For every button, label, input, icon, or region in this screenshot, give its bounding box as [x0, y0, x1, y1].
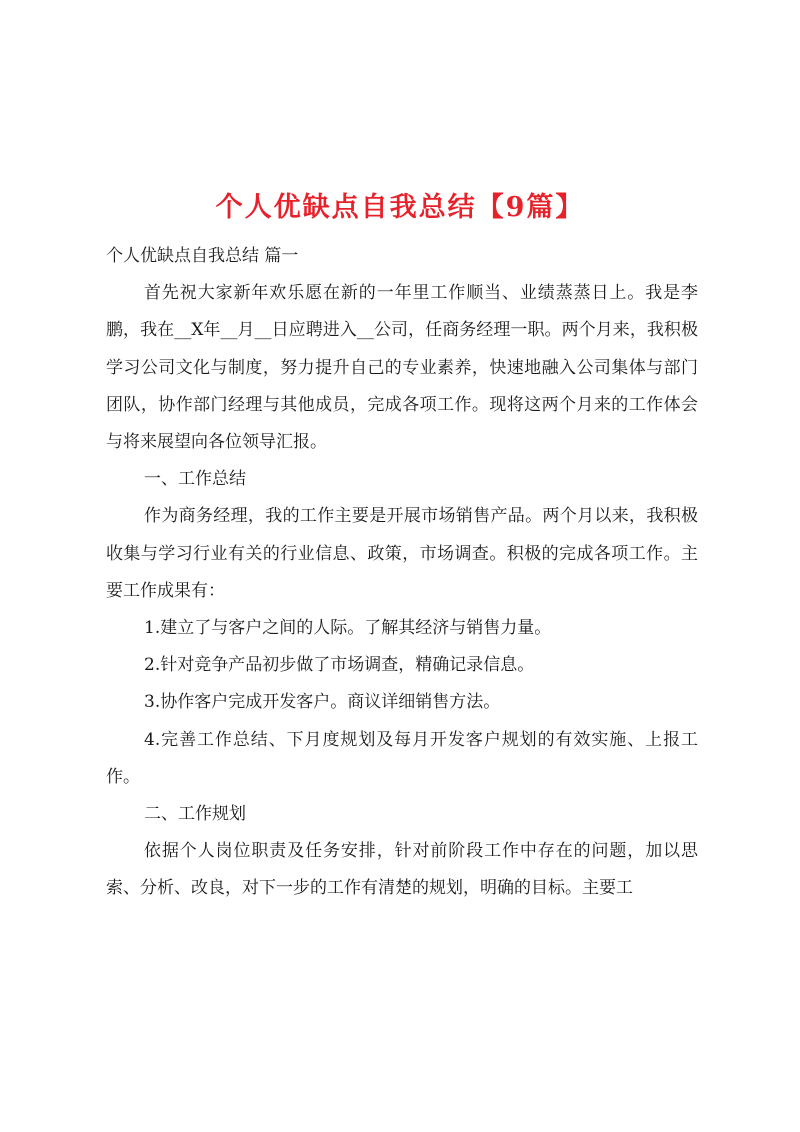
paragraph-intro: 首先祝大家新年欢乐愿在新的一年里工作顺当、业绩蒸蒸日上。我是李鹏，我在__X年__月__日应聘进入__公司，任商务经理一职。两个月来，我积极学习公司文化与制度，努力提升自己的专业素养，快速地融入公司集体与部门团队，协作部门经理与其他成员，完成各项工作。现将这两个月来的工作体会与将来展望向各位领导汇报。 — [106, 283, 698, 453]
document-body — [106, 238, 698, 908]
list-item-3: 3.协作客户完成开发客户。商议详细销售方法。 — [144, 692, 501, 713]
section-heading-work-summary: 一、工作总结 — [144, 469, 246, 490]
paragraph-work-summary: 作为商务经理，我的工作主要是开展市场销售产品。两个月以来，我积极收集与学习行业有关的行业信息、政策，市场调查。积极的完成各项工作。主要工作成果有： — [106, 506, 698, 601]
section-heading-work-plan: 二、工作规划 — [144, 804, 246, 825]
paragraph-work-plan: 依据个人岗位职责及任务安排，针对前阶段工作中存在的问题，加以思索、分析、改良，对下一步的工作有清楚的规划，明确的目标。主要工 — [106, 841, 698, 899]
list-item-2: 2.针对竞争产品初步做了市场调查，精确记录信息。 — [144, 655, 535, 676]
document-title: 个人优缺点自我总结【9篇】 — [215, 192, 585, 224]
list-item-1: 1.建立了与客户之间的人际。了解其经济与销售力量。 — [144, 618, 552, 639]
section-heading-part-one: 个人优缺点自我总结 篇一 — [106, 246, 299, 266]
list-item-4: 4.完善工作总结、下月度规划及每月开发客户规划的有效实施、上报工作。 — [106, 729, 698, 787]
